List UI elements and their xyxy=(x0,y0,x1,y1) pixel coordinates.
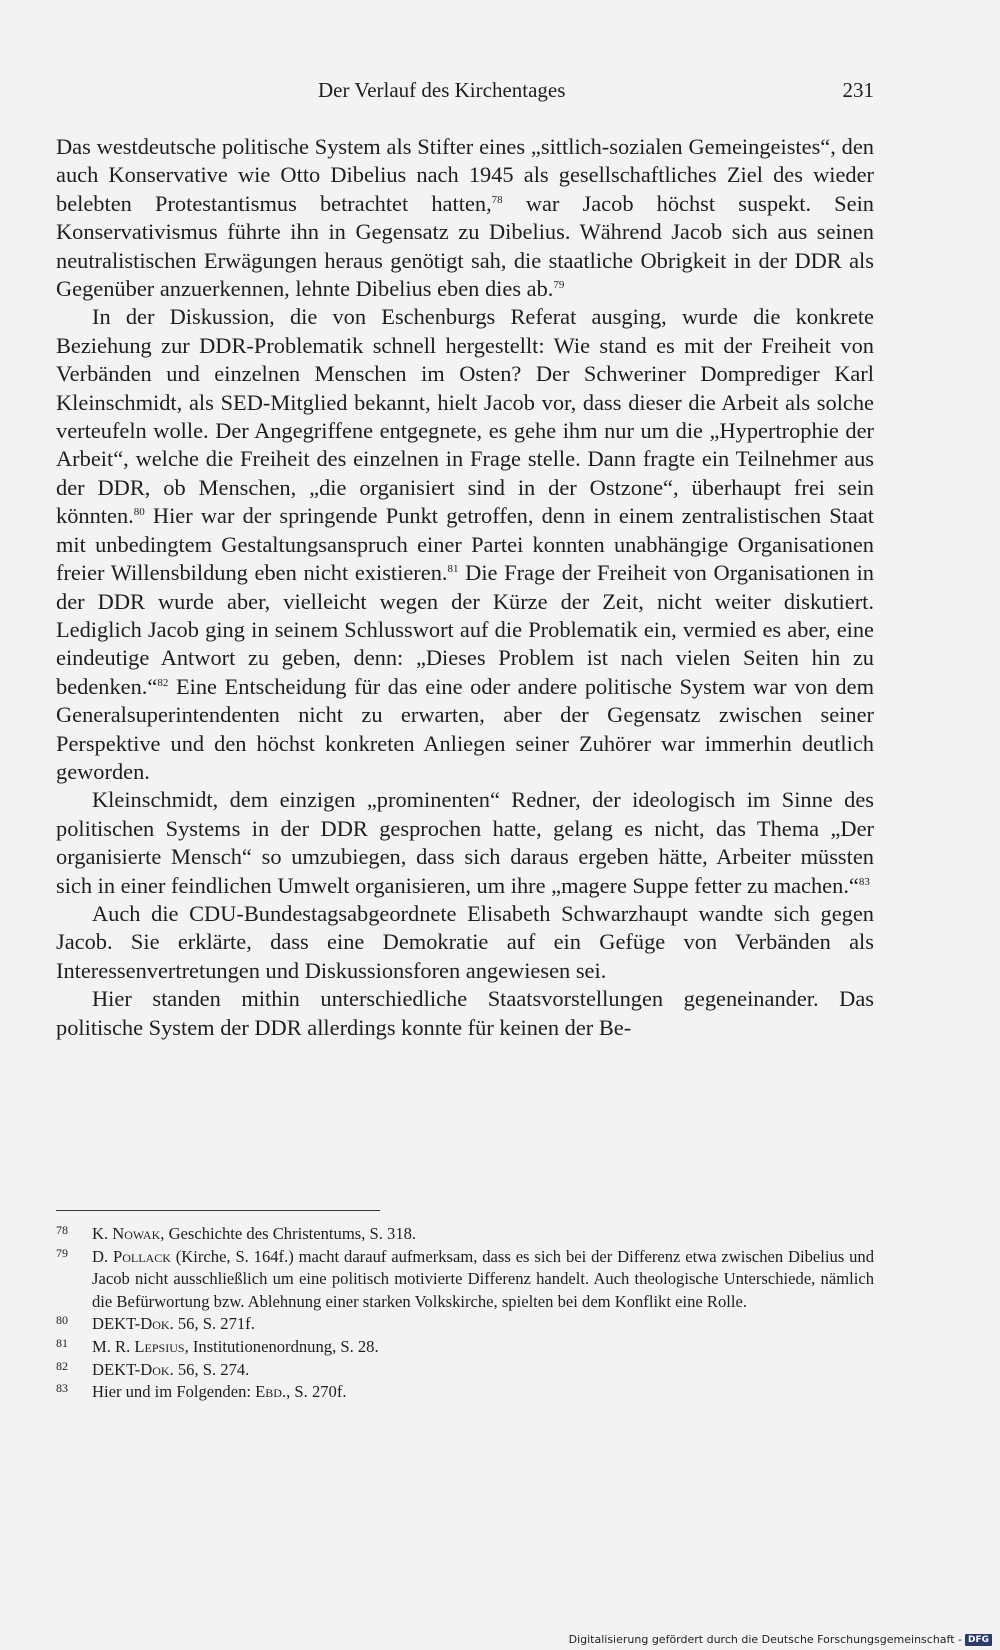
footnote xyxy=(56,1313,874,1336)
footnote-marker: 83 xyxy=(858,875,870,888)
text-run: Das westdeutsche politische System als Stifter eines „sittlich-sozialen Gemeingeistes“, den auch Konservative wie Otto Dibelius nach 1945 als gesellschaftliches Ziel des wieder belebten Protestantismus betrachtet hatten, xyxy=(56,134,874,216)
text-run: D. xyxy=(92,1246,113,1266)
text-run: DEKT- xyxy=(92,1359,141,1379)
footnote-number: 79 xyxy=(56,1245,68,1260)
footnote-number: 83 xyxy=(56,1381,68,1396)
dfg-logo: DFG xyxy=(965,1634,992,1646)
paragraph xyxy=(56,786,874,900)
footnotes xyxy=(56,1223,874,1404)
author-name: Lepsius xyxy=(134,1336,185,1356)
text-run: In der Diskussion, die von Eschenburgs Referat ausging, wurde die konkrete Beziehung zur DDR-Problematik schnell hergestellt: Wie stand es mit der Freiheit von Verbänden und einzelnen Menschen im Osten? Der Schweriner Domprediger Karl Kleinschmidt, als SED-Mitglied bekannt, hielt Jacob vor, dass dieser die Arbeit als solche verteufeln wolle. Der Angegriffene entgegnete, es gehe ihm nur um die „Hypertrophie der Arbeit“, welche die Freiheit des einzelnen in Frage stelle. Dann fragte ein Teilnehmer aus der DDR, ob Menschen, „die organisiert sind in der Ostzone“, überhaupt frei sein könnten. xyxy=(56,304,874,529)
paragraph xyxy=(56,133,874,303)
footnote xyxy=(56,1223,874,1246)
text-run: (Kirche, S. 164f.) macht darauf aufmerksam, dass es sich bei der Differenz etwa zwischen Dibelius und Jacob nicht ausschließlich um eine politisch motivierte Differenz handelt. Auch theologische Unterschiede, nämlich die Befürwortung bzw. Ablehnung einer starken Volkskirche, spielten bei dem Konflikt eine Rolle. xyxy=(92,1246,874,1311)
running-header xyxy=(56,78,874,108)
text-run: war Jacob höchst suspekt. Sein Konservativismus führte ihn in Gegensatz zu Dibelius. Während Jacob sich aus seinen neutralistischen Erwägungen heraus genötigt sah, die staatliche Obrigkeit in der DDR als Gegenüber anzuerkennen, lehnte Dibelius eben dies ab. xyxy=(56,190,874,302)
footnote-marker: 82 xyxy=(157,676,169,689)
credit-text: Digitalisierung gefördert durch die Deutsche Forschungsgemeinschaft - xyxy=(568,1633,962,1646)
text-run: , Geschichte des Christentums, S. 318. xyxy=(160,1224,417,1243)
text-run: Kleinschmidt, dem einzigen „prominenten“ Redner, der ideologisch im Sinne des politischen Systems in der DDR gesprochen hatte, gelang es nicht, das Thema „Der organisierte Mensch“ so umzubiegen, dass sich daraus ergeben hätte, Arbeiter müssten sich in einer feindlichen Umwelt organisieren, um ihre „magere Suppe fetter zu machen.“ xyxy=(56,787,874,898)
text-run: , Institutionenordnung, S. 28. xyxy=(184,1336,379,1356)
footnote-number: 82 xyxy=(56,1358,68,1373)
author-name: Nowak xyxy=(112,1224,161,1243)
footnote-number: 78 xyxy=(56,1223,68,1237)
footnote-number: 81 xyxy=(56,1335,68,1350)
digitization-credit xyxy=(569,1633,992,1646)
footnote xyxy=(56,1336,874,1359)
text-run: Die Frage der Freiheit von Organisationen in der DDR wurde aber, vielleicht wegen der Kürze der Zeit, nicht weiter diskutiert. Lediglich Jacob ging in seinem Schlusswort auf die Problematik ein, vermied es aber, eine eindeutige Antwort zu geben, denn: „Dieses Problem ist nach vielen Seiten hin zu bedenken.“ xyxy=(56,560,874,699)
paragraph xyxy=(56,985,874,1042)
paragraph xyxy=(56,900,874,985)
text-run: Eine Entscheidung für das eine oder andere politische System war von dem Generalsuperintendenten nicht zu erwarten, aber der Gegensatz zwischen seiner Perspektive und den höchst konkreten Anliegen seiner Zuhörer war immerhin deutlich geworden. xyxy=(56,673,874,784)
footnote xyxy=(56,1359,874,1382)
footnote xyxy=(56,1381,874,1404)
footnote-marker: 79 xyxy=(553,279,565,292)
main-text xyxy=(56,133,874,1042)
author-name: Dok xyxy=(140,1314,170,1334)
text-run: Auch die CDU-Bundestagsabgeordnete Elisabeth Schwarzhaupt wandte sich gegen Jacob. Sie erklärte, dass eine Demokratie auf ein Gefüge von Verbänden als Interessenvertretungen und Diskussionsforen angewiesen sei. xyxy=(56,900,874,983)
running-title: Der Verlauf des Kirchentages xyxy=(318,78,566,102)
paragraph xyxy=(56,303,874,786)
footnote-number: 80 xyxy=(56,1313,68,1328)
text-run: DEKT- xyxy=(92,1314,141,1334)
text-run: K. xyxy=(92,1224,113,1243)
footnote-marker: 78 xyxy=(491,193,503,206)
footnote-marker: 81 xyxy=(447,563,459,576)
author-name: Dok xyxy=(140,1359,170,1379)
author-name: Pollack xyxy=(113,1246,171,1266)
author-name: Ebd xyxy=(255,1382,282,1402)
text-run: . 56, S. 274. xyxy=(169,1359,250,1379)
text-run: Hier war der springende Punkt getroffen, denn in einem zentralistischen Staat mit unbedingtem Gestaltungsanspruch einer Partei konnten unabhängige Organisationen freier Willensbildung eben nicht existieren. xyxy=(56,503,874,586)
footnote-separator xyxy=(56,1210,380,1211)
text-run: M. R. xyxy=(92,1336,135,1356)
text-run: . 56, S. 271f. xyxy=(169,1314,255,1334)
page-number: 231 xyxy=(842,78,874,102)
text-run: Hier standen mithin unterschiedliche Staatsvorstellungen gegeneinander. Das politische System der DDR allerdings konnte für keinen der Be- xyxy=(56,986,874,1040)
footnote-marker: 80 xyxy=(133,506,145,519)
text-run: ., S. 270f. xyxy=(281,1382,347,1402)
text-run: Hier und im Folgenden: xyxy=(92,1382,256,1402)
footnote xyxy=(56,1246,874,1314)
